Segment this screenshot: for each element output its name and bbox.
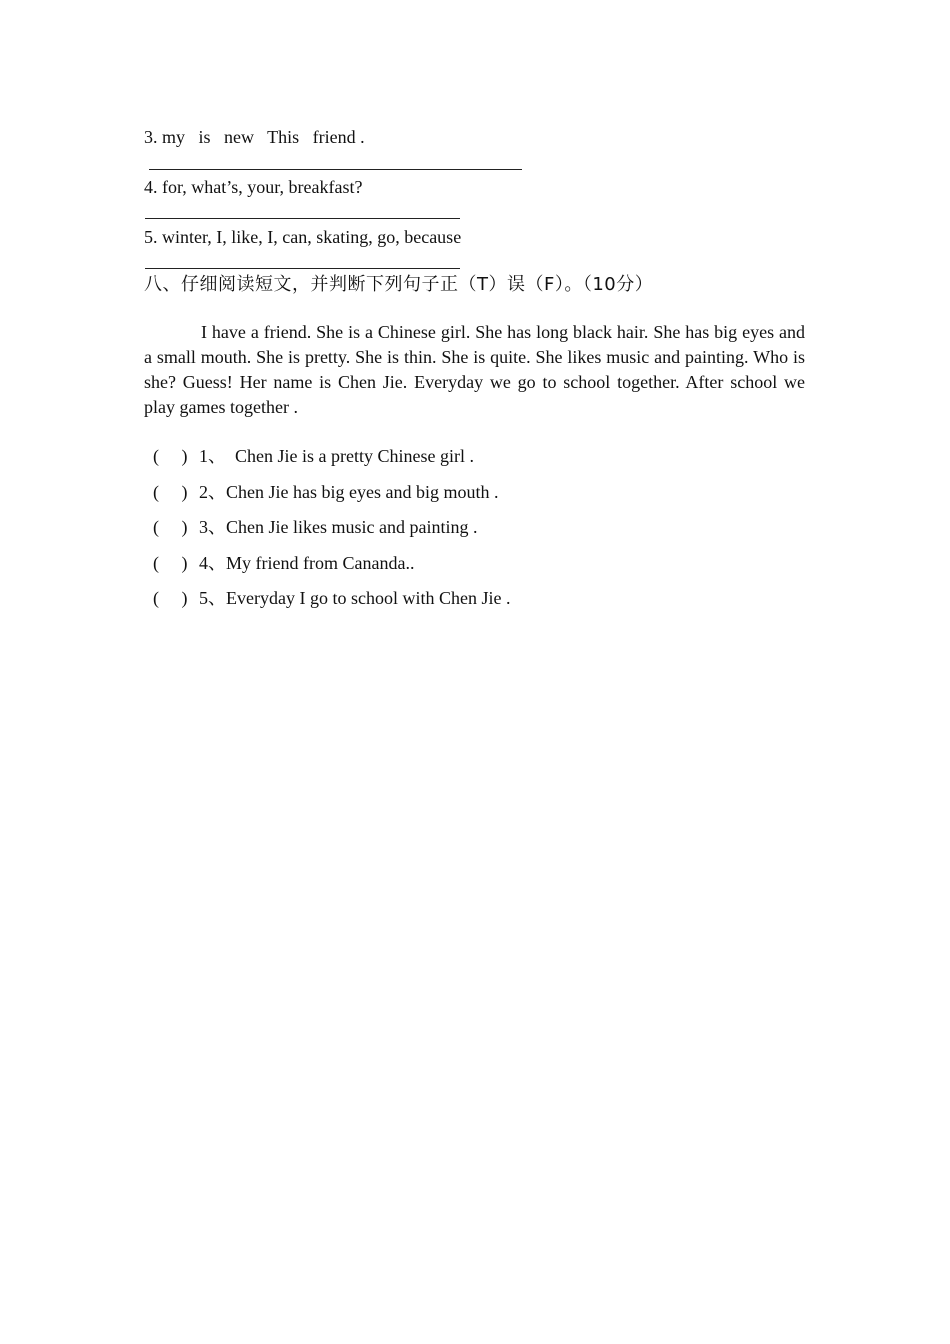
- answer-bracket[interactable]: ( ): [153, 482, 188, 502]
- answer-bracket[interactable]: ( ): [153, 446, 188, 466]
- answer-bracket[interactable]: ( ): [153, 588, 188, 608]
- question-4-text: 4. for, what’s, your, breakfast?: [144, 177, 363, 197]
- reading-passage: I have a friend. She is a Chinese girl. She has long black hair. She has big eyes and a small mouth. She is pretty. She is thin. She is quite. She likes music and painting. Who is she? Guess! Her name is Chen Jie. Everyday we go to school together. After school we play games together .: [144, 322, 805, 417]
- answer-line-4[interactable]: [145, 218, 460, 219]
- question-3-text: 3. my is new This friend .: [144, 127, 365, 147]
- tf-item-5[interactable]: [144, 562, 510, 610]
- tf-item-text: 1、 Chen Jie is a pretty Chinese girl .: [199, 446, 474, 466]
- question-5-text: 5. winter, I, like, I, can, skating, go, because: [144, 227, 462, 247]
- answer-bracket[interactable]: ( ): [153, 553, 188, 573]
- tf-item-text: 2、Chen Jie has big eyes and big mouth .: [199, 482, 499, 502]
- section-heading: 八、仔细阅读短文，并判断下列句子正（T）误（F）。（10分）: [144, 274, 654, 295]
- tf-item-text: 3、Chen Jie likes music and painting .: [199, 517, 478, 537]
- tf-item-text: 5、Everyday I go to school with Chen Jie .: [199, 588, 511, 608]
- answer-bracket[interactable]: ( ): [153, 517, 188, 537]
- tf-item-text: 4、My friend from Cananda..: [199, 553, 415, 573]
- answer-line-5[interactable]: [145, 268, 460, 269]
- answer-line-3[interactable]: [149, 169, 522, 170]
